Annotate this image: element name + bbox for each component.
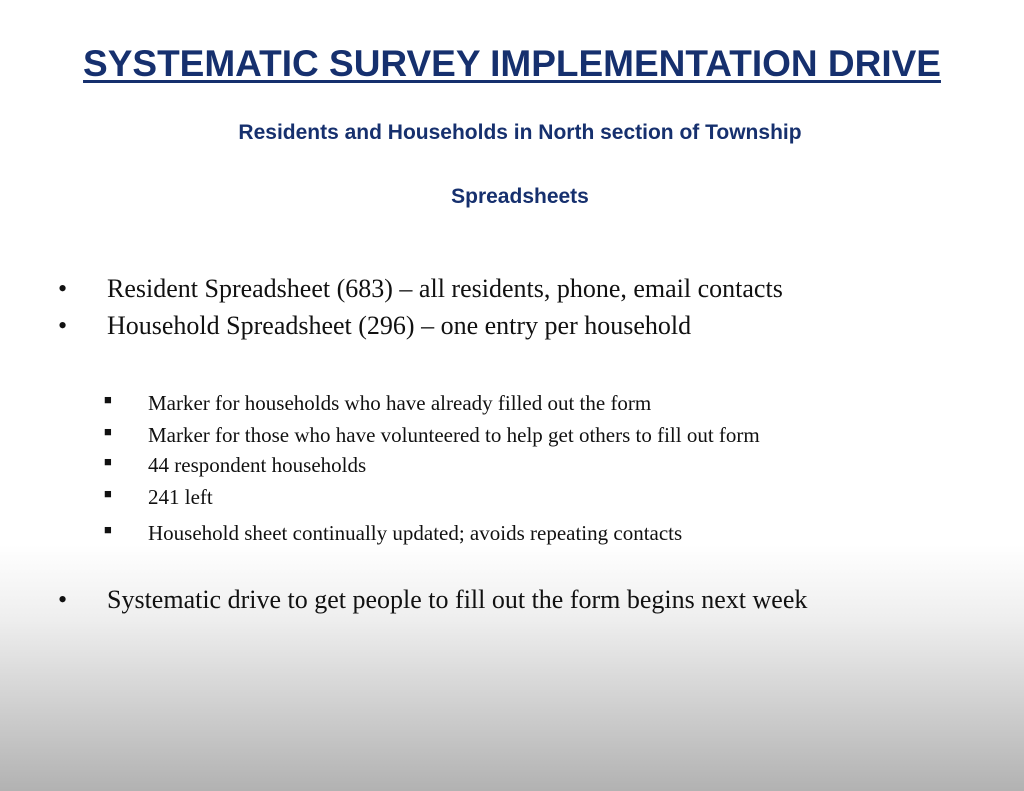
sub-bullet-text: Household sheet continually updated; avoids repeating contacts	[148, 521, 683, 545]
square-bullet-icon: ■	[104, 424, 112, 439]
section-heading: Spreadsheets	[451, 185, 589, 208]
square-bullet-icon: ■	[104, 486, 112, 501]
slide-title-text: SYSTEMATIC SURVEY IMPLEMENTATION DRIVE	[83, 43, 941, 84]
bullet-dot-icon: •	[58, 274, 68, 303]
square-bullet-icon: ■	[104, 522, 112, 537]
bullet-dot-icon: •	[58, 585, 68, 614]
sub-bullet-text: 241 left	[148, 485, 213, 509]
sub-bullet-text: 44 respondent households	[148, 453, 367, 477]
slide-subtitle: Residents and Households in North section of Township	[238, 121, 802, 144]
bullet-text: Systematic drive to get people to fill out the form begins next week	[107, 585, 808, 614]
sub-bullet-text: Marker for households who have already filled out the form	[148, 391, 652, 415]
sub-bullet-text: Marker for those who have volunteered to help get others to fill out form	[148, 423, 760, 447]
bullet-text: Resident Spreadsheet (683) – all residents, phone, email contacts	[107, 274, 783, 303]
bullet-text: Household Spreadsheet (296) – one entry per household	[107, 311, 692, 340]
square-bullet-icon: ■	[104, 392, 112, 407]
bullet-dot-icon: •	[58, 311, 68, 340]
slide-title	[0, 40, 1024, 88]
square-bullet-icon: ■	[104, 454, 112, 469]
